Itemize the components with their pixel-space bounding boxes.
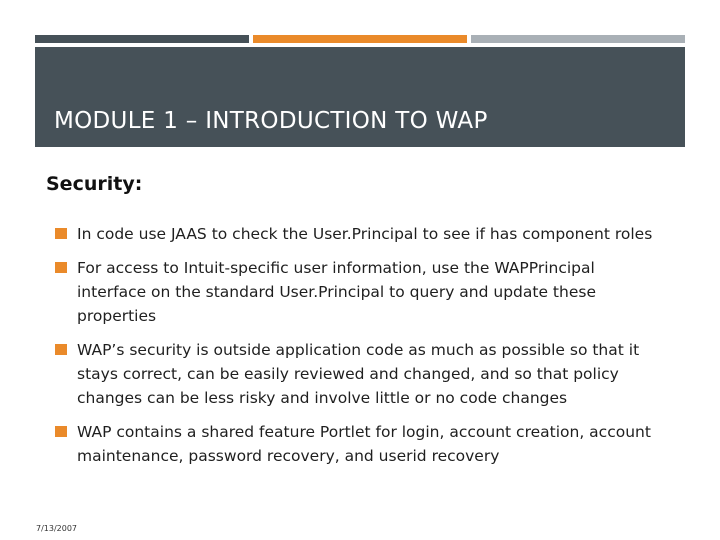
header-bar-right [471, 35, 685, 43]
bullet-text: WAP contains a shared feature Portlet for login, account creation, account maintenance, password recovery, and userid recovery [77, 423, 651, 465]
bullet-text: In code use JAAS to check the User.Principal to see if has component roles [77, 225, 653, 243]
bullet-list [55, 222, 665, 478]
bullet-text: For access to Intuit-specific user information, use the WAPPrincipal interface on the standard User.Principal to query and update these properties [77, 259, 596, 325]
title-band [35, 47, 685, 147]
square-bullet-icon [55, 426, 67, 437]
bullet-item [55, 338, 665, 410]
header-bar-middle [253, 35, 467, 43]
decorative-header-bars [35, 35, 685, 43]
square-bullet-icon [55, 228, 67, 239]
bullet-item [55, 222, 665, 246]
slide-title: MODULE 1 – INTRODUCTION TO WAP [54, 108, 488, 134]
bullet-item [55, 420, 665, 468]
square-bullet-icon [55, 344, 67, 355]
bullet-text: WAP’s security is outside application code as much as possible so that it stays correct, can be easily reviewed and changed, and so that policy changes can be less risky and involve little or no code changes [77, 341, 640, 407]
header-bar-left [35, 35, 249, 43]
square-bullet-icon [55, 262, 67, 273]
section-heading: Security: [46, 173, 143, 195]
footer-date: 7/13/2007 [36, 524, 78, 533]
bullet-item [55, 256, 665, 328]
